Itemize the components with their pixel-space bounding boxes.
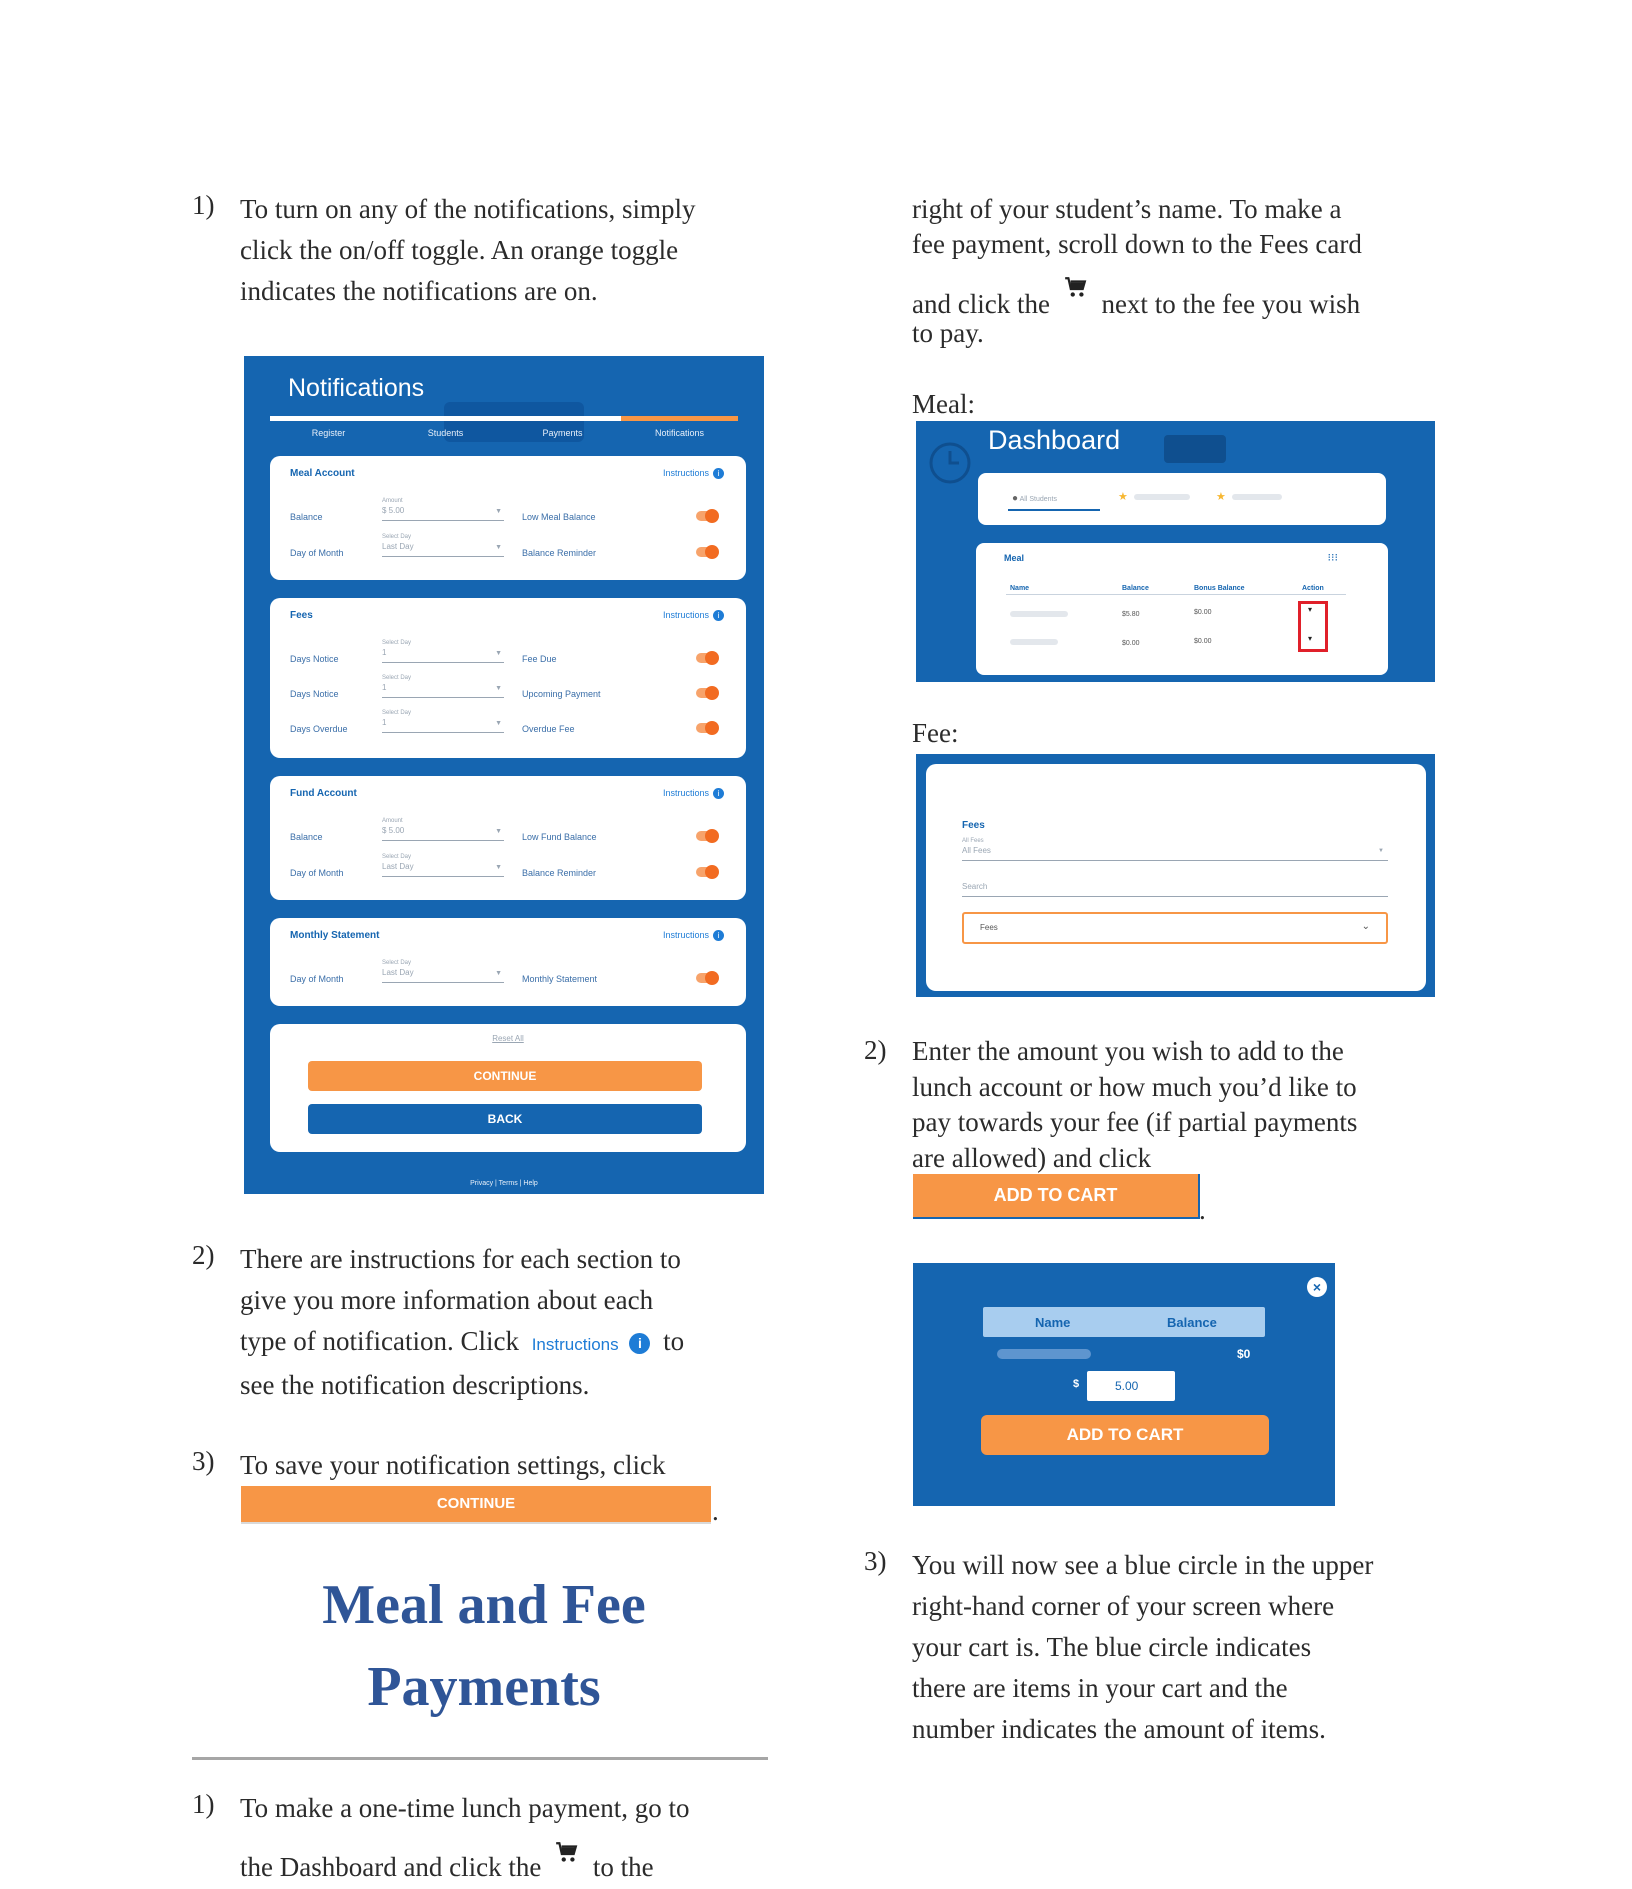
caret-down-icon: ▼ (495, 685, 502, 692)
toggle-switch[interactable] (696, 867, 718, 877)
column-header: Name (1035, 1315, 1071, 1330)
day-select[interactable] (382, 648, 504, 663)
balance-value: $5.80 (1122, 611, 1140, 618)
toggle-knob (705, 971, 719, 985)
day-select[interactable] (382, 683, 504, 698)
field-caption: Select Day (382, 675, 412, 681)
instructions-label[interactable]: Instructions (662, 610, 709, 620)
toggle-switch[interactable] (696, 973, 718, 983)
section-heading: Payments (367, 1656, 601, 1718)
footer-links[interactable]: Privacy | Terms | Help (470, 1180, 538, 1187)
info-icon[interactable]: i (713, 610, 724, 621)
step-text: To turn on any of the notifications, simply click the on/off toggle. An orange toggle indicates the notifications are on. (240, 194, 696, 306)
blurred-student-name (1232, 494, 1282, 500)
blurred-student-name (1010, 611, 1068, 617)
setting-row (290, 710, 730, 738)
instructions-link[interactable] (663, 930, 724, 941)
page-title: Dashboard (988, 425, 1121, 455)
caret-down-icon: ▼ (495, 508, 502, 515)
card-title: Fees (962, 820, 985, 831)
reset-all-link[interactable]: Reset All (492, 1034, 524, 1043)
caret-down-icon: ▼ (495, 544, 502, 551)
tab-bar (270, 416, 738, 440)
caret-down-icon: ▼ (495, 970, 502, 977)
row-label: Day of Month (290, 548, 344, 558)
notification-label: Low Meal Balance (522, 512, 596, 522)
info-icon[interactable]: i (713, 930, 724, 941)
setting-row (290, 854, 730, 882)
all-fees-select[interactable] (962, 846, 1388, 861)
blurred-student-name (1134, 494, 1190, 500)
blurred-student-name (997, 1349, 1091, 1359)
sentence-period: . (712, 1496, 719, 1526)
column-header: Action (1302, 585, 1324, 592)
day-select[interactable] (382, 968, 504, 983)
card-title: Fund Account (290, 788, 357, 799)
add-to-cart-button[interactable]: ADD TO CART (981, 1415, 1269, 1455)
select-value: 1 (382, 683, 387, 692)
info-icon[interactable]: i (713, 468, 724, 479)
select-value: Last Day (382, 968, 414, 977)
notifications-screenshot (244, 356, 764, 1194)
group-icon: ● (1012, 493, 1019, 504)
add-to-cart-button-sample: ADD TO CART (913, 1174, 1200, 1219)
toggle-knob (705, 651, 719, 665)
continue-button[interactable]: CONTINUE (308, 1061, 702, 1091)
actions-card (270, 1024, 746, 1152)
notification-label: Balance Reminder (522, 548, 597, 558)
dashboard-screenshot (916, 421, 1435, 682)
tab-progress (621, 416, 738, 421)
info-icon[interactable]: i (713, 788, 724, 799)
blurred-student-name (1010, 639, 1058, 645)
toggle-switch[interactable] (696, 688, 718, 698)
meal-account-card (270, 456, 746, 580)
instructions-label[interactable]: Instructions (662, 930, 709, 940)
step-text: the Dashboard and click the to the (240, 1840, 654, 1888)
meal-label: Meal: (912, 389, 975, 419)
day-select[interactable] (382, 718, 504, 733)
page-title: Notifications (288, 374, 425, 402)
setting-row (290, 675, 730, 703)
fees-card (926, 764, 1426, 991)
balance-value: $0 (1237, 1347, 1251, 1361)
instructions-link[interactable] (663, 788, 724, 799)
toggle-knob (705, 721, 719, 735)
monthly-statement-card (270, 918, 746, 1006)
day-select[interactable] (382, 542, 504, 557)
field-caption: Select Day (382, 960, 412, 966)
caret-down-icon: ▼ (495, 828, 502, 835)
notification-label: Fee Due (522, 654, 557, 664)
select-value: All Fees (962, 846, 991, 855)
column-header: Balance (1122, 585, 1149, 592)
dropdown-value: Fees (980, 923, 998, 932)
card-title: Monthly Statement (290, 930, 380, 941)
instructions-label[interactable]: Instructions (662, 788, 709, 798)
step-text: right of your student’s name. To make a (912, 194, 1342, 224)
step-text: You will now see a blue circle in the upper right-hand corner of your screen where your cart is. The blue circle indicates there are items in your cart and the number indicates the amount of items. (912, 1550, 1374, 1744)
column-header: Name (1010, 585, 1030, 592)
bonus-value: $0.00 (1194, 638, 1212, 645)
toggle-knob (705, 509, 719, 523)
close-icon[interactable]: × (1307, 1277, 1327, 1297)
cart-icon[interactable]: ▾ (1308, 634, 1313, 643)
row-label: Days Notice (290, 689, 339, 699)
star-icon[interactable]: ★ (1216, 491, 1226, 503)
toggle-switch[interactable] (696, 511, 718, 521)
fees-dropdown[interactable] (962, 912, 1388, 944)
grid-icon[interactable]: ⁝⁝⁝ (1327, 552, 1338, 564)
setting-row (290, 960, 730, 988)
balance-value: $0.00 (1122, 640, 1140, 647)
continue-button-sample: CONTINUE (241, 1486, 711, 1524)
field-caption: All Fees (962, 838, 984, 844)
tab-payments[interactable]: Payments (542, 428, 583, 438)
step-text: There are instructions for each section to give you more information about each type of notification. Click Instructions i to see the notification descriptions. (240, 1244, 685, 1400)
search-input[interactable]: Search (962, 882, 1388, 897)
amount-select[interactable] (382, 826, 504, 841)
caret-down-icon: ▼ (495, 650, 502, 657)
toggle-knob (705, 686, 719, 700)
amount-select[interactable] (382, 506, 504, 521)
toggle-knob (705, 545, 719, 559)
toggle-switch[interactable] (696, 653, 718, 663)
info-icon: i (629, 1333, 650, 1354)
amount-input[interactable]: 5.00 (1087, 1371, 1175, 1401)
toggle-knob (705, 829, 719, 843)
notification-label: Overdue Fee (522, 724, 575, 734)
step-number: 1) (192, 190, 215, 220)
highlight-box (1298, 601, 1328, 652)
select-value: $ 5.00 (382, 506, 405, 515)
day-select[interactable] (382, 862, 504, 877)
row-label: Days Notice (290, 654, 339, 664)
step-text: to pay. (912, 318, 984, 348)
setting-row (290, 534, 730, 562)
instructions-link[interactable] (663, 610, 724, 621)
step-number: 1) (192, 1789, 215, 1819)
fund-account-card (270, 776, 746, 900)
toggle-switch[interactable] (696, 723, 718, 733)
field-caption: Select Day (382, 534, 412, 540)
tab-progress (270, 416, 387, 421)
step-text: Enter the amount you wish to add to the lunch account or how much you’d like to pay towards your fee (if partial payments are allowed) and click (912, 1036, 1358, 1173)
row-label: Balance (290, 832, 323, 842)
back-button[interactable]: BACK (308, 1104, 702, 1134)
card-title: Meal Account (290, 468, 355, 479)
sentence-period: . (1199, 1195, 1206, 1225)
caret-down-icon: ▼ (1378, 848, 1384, 854)
cart-table-header (983, 1307, 1265, 1337)
currency-symbol: $ (1073, 1378, 1080, 1390)
fee-label: Fee: (912, 718, 959, 748)
step-text: fee payment, scroll down to the Fees card (912, 229, 1362, 259)
cart-icon (1063, 275, 1089, 301)
select-value: Last Day (382, 862, 414, 871)
card-title: Meal (1004, 553, 1025, 563)
step-number: 2) (192, 1240, 215, 1270)
star-icon[interactable]: ★ (1118, 491, 1128, 503)
tab-students[interactable]: Students (427, 428, 464, 438)
toggle-knob (705, 865, 719, 879)
row-label: Day of Month (290, 868, 344, 878)
cart-icon (554, 1840, 580, 1866)
tab-notifications[interactable]: Notifications (654, 428, 705, 438)
tab-label: All Students (1019, 496, 1057, 503)
setting-row (290, 640, 730, 668)
step-text: To make a one-time lunch payment, go to (240, 1793, 690, 1823)
notification-label: Balance Reminder (522, 868, 597, 878)
select-value: $ 5.00 (382, 826, 405, 835)
notification-label: Monthly Statement (522, 974, 598, 984)
tab-all-students[interactable] (1012, 493, 1057, 504)
select-value: 1 (382, 648, 387, 657)
row-label: Balance (290, 512, 323, 522)
heading-divider (192, 1757, 768, 1760)
active-tab-indicator (1008, 509, 1100, 511)
column-header: Balance (1167, 1315, 1217, 1330)
student-tabs-card (978, 473, 1386, 525)
column-header: Bonus Balance (1194, 585, 1245, 592)
background-shape (1164, 435, 1226, 463)
field-caption: Select Day (382, 710, 412, 716)
cart-icon[interactable]: ▾ (1308, 605, 1313, 614)
fee-screenshot (916, 754, 1435, 997)
row-label: Days Overdue (290, 724, 348, 734)
tab-register[interactable]: Register (311, 428, 346, 438)
card-title: Fees (290, 610, 313, 621)
instructions-label[interactable]: Instructions (662, 468, 709, 478)
step-number: 2) (864, 1035, 887, 1065)
toggle-switch[interactable] (696, 831, 718, 841)
notification-label: Low Fund Balance (522, 832, 597, 842)
setting-row (290, 818, 730, 846)
step-number: 3) (864, 1546, 887, 1576)
setting-row (290, 498, 730, 526)
step-text: To save your notification settings, click (240, 1450, 666, 1480)
chevron-down-icon: ⌄ (1361, 921, 1370, 932)
field-caption: Amount (382, 818, 403, 824)
meal-card (976, 543, 1388, 675)
tab-progress (504, 416, 621, 421)
field-caption: Amount (382, 498, 403, 504)
step-number: 3) (192, 1446, 215, 1476)
row-label: Day of Month (290, 974, 344, 984)
toggle-switch[interactable] (696, 547, 718, 557)
field-caption: Select Day (382, 854, 412, 860)
field-caption: Select Day (382, 640, 412, 646)
instructions-link[interactable] (663, 468, 724, 479)
caret-down-icon: ▼ (495, 864, 502, 871)
tab-progress (387, 416, 504, 421)
step-text: and click the next to the fee you wish (912, 275, 1360, 325)
clock-icon (928, 441, 972, 485)
header-divider (1006, 594, 1346, 595)
caret-down-icon: ▼ (495, 720, 502, 727)
notification-label: Upcoming Payment (522, 689, 601, 699)
bonus-value: $0.00 (1194, 609, 1212, 616)
cart-dialog-screenshot (913, 1263, 1335, 1506)
fees-card (270, 598, 746, 758)
select-value: Last Day (382, 542, 414, 551)
section-heading: Meal and Fee (322, 1574, 646, 1636)
inline-instructions-link: Instructions (531, 1335, 619, 1354)
select-value: 1 (382, 718, 387, 727)
